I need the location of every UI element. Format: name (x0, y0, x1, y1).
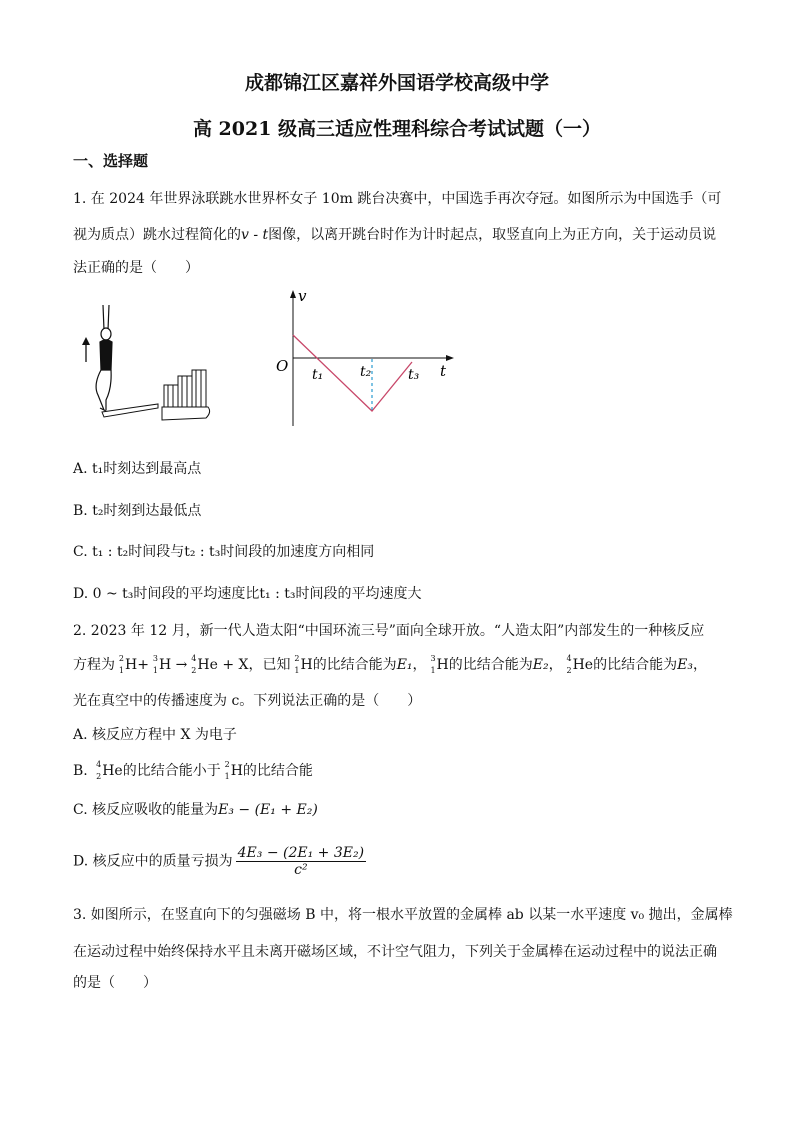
t3-label: t₃ (408, 367, 420, 383)
q2-option-a: A. 核反应方程中 X 为电子 (73, 727, 237, 743)
t-axis-label: t (440, 362, 447, 380)
plus-symbol: + (222, 657, 235, 673)
he-symbol: He (572, 657, 594, 673)
q2-option-b (73, 760, 313, 780)
q2-optb-mid: 的比结合能小于 (122, 763, 221, 779)
e3-symbol: E₃ (677, 657, 693, 673)
q2-line3: 光在真空中的传播速度为 c。下列说法正确的是（ ） (73, 693, 422, 709)
fraction-denominator: c² (294, 862, 308, 878)
fraction-numerator: 4E₃ − (2E₁ + 3E₂) (237, 845, 365, 861)
h-symbol: H (158, 657, 172, 673)
q2-text: ，已知 (248, 657, 291, 673)
h-symbol: H (300, 657, 313, 673)
q1-line2 (73, 224, 716, 244)
q2-option-d (73, 845, 366, 878)
h2-nuclide: 2 1 (224, 760, 230, 781)
q2-optb-pre: B. (73, 763, 93, 779)
q3-line3: 的是（ ） (73, 975, 157, 991)
q3-line2: 在运动过程中始终保持水平且未离开磁场区域，不计空气阻力，下列关于金属棒在运动过程中的说法正确 (73, 944, 717, 960)
exam-title: 高 2021 级高三适应性理科综合考试试题（一） (192, 118, 602, 140)
mass-defect-fraction (236, 845, 366, 878)
diving-board (102, 404, 158, 417)
plus-symbol: + (137, 657, 149, 673)
origin-label: O (276, 357, 289, 375)
q1-line2b: 图像，以离开跳台时作为计时起点，取竖直向上为正方向，关于运动员说 (268, 227, 717, 243)
he4-nuclide: 4 2 (566, 654, 572, 675)
v-axis-arrow-icon (290, 290, 296, 298)
diver-figure (78, 300, 218, 425)
diver-icon (96, 305, 112, 412)
t1-label: t₁ (312, 367, 324, 383)
q2-text: 的比结合能为 (448, 657, 533, 673)
vt-graph (272, 288, 462, 430)
comma: ， (692, 657, 707, 673)
q2-text: 的比结合能为 (312, 657, 397, 673)
t-axis-arrow-icon (446, 355, 454, 361)
q3-line1: 3. 如图所示，在竖直向下的匀强磁场 B 中，将一根水平放置的金属棒 ab 以某一水平速度 v₀ 抛出，金属棒 (73, 907, 733, 923)
q1-option-b: B. t₂时刻到达最低点 (73, 503, 202, 519)
up-arrowhead-icon (82, 337, 90, 345)
q2-line2 (73, 654, 707, 674)
section-title: 一、选择题 (73, 152, 149, 170)
t2-label: t₂ (360, 364, 372, 380)
he-symbol: He (197, 657, 218, 673)
h2-nuclide: 2 1 (118, 654, 124, 675)
velocity-line (293, 335, 412, 411)
x-symbol: X (238, 657, 249, 673)
he4-nuclide: 4 2 (96, 760, 102, 781)
q2-optc-pre: C. 核反应吸收的能量为 (73, 802, 219, 818)
q1-option-d: D. 0 ~ t₃时间段的平均速度比t₁ : t₃时间段的平均速度大 (73, 586, 422, 602)
comma: ， (548, 657, 563, 673)
q2-option-c (73, 799, 318, 819)
arrow-symbol: → (175, 657, 188, 673)
q1-option-c: C. t₁ : t₂时间段与t₂ : t₃时间段的加速度方向相同 (73, 544, 375, 560)
h3-nuclide: 3 1 (430, 654, 436, 675)
q2-optd-pre: D. 核反应中的质量亏损为 (73, 853, 233, 870)
q1-option-a: A. t₁时刻达到最高点 (73, 461, 202, 477)
q2-optc-expr: E₃ − (E₁ + E₂) (218, 802, 318, 818)
he-symbol: He (102, 763, 123, 779)
platform-blocks (162, 370, 210, 420)
he4-nuclide: 4 2 (191, 654, 197, 675)
q1-line2a: 视为质点）跳水过程简化的 (73, 227, 241, 243)
h-symbol: H (436, 657, 449, 673)
h-symbol: H (230, 763, 243, 779)
q2-line2-pre: 方程为 (73, 657, 115, 673)
q2-optb-post: 的比结合能 (242, 763, 313, 779)
school-title: 成都锦江区嘉祥外国语学校高级中学 (244, 72, 549, 94)
q1-line3: 法正确的是（ ） (73, 260, 199, 276)
e1-symbol: E₁ (396, 657, 413, 673)
h-symbol: H (125, 657, 138, 673)
h3-nuclide: 3 1 (152, 654, 158, 675)
q1-line1: 1. 在 2024 年世界泳联跳水世界杯女子 10m 跳台决赛中，中国选手再次夺冠。如图所示为中国选手（可 (73, 191, 722, 207)
h2-nuclide: 2 1 (294, 654, 300, 675)
q2-text: 的比结合能为 (593, 657, 678, 673)
v-axis-label: v (298, 288, 307, 305)
q2-line1: 2. 2023 年 12 月，新一代人造太阳“中国环流三号”面向全球开放。“人造太阳”内部发生的一种核反应 (73, 623, 705, 639)
vt-symbol: v - t (241, 227, 269, 243)
e2-symbol: E₂ (532, 657, 549, 673)
comma: ， (412, 657, 427, 673)
